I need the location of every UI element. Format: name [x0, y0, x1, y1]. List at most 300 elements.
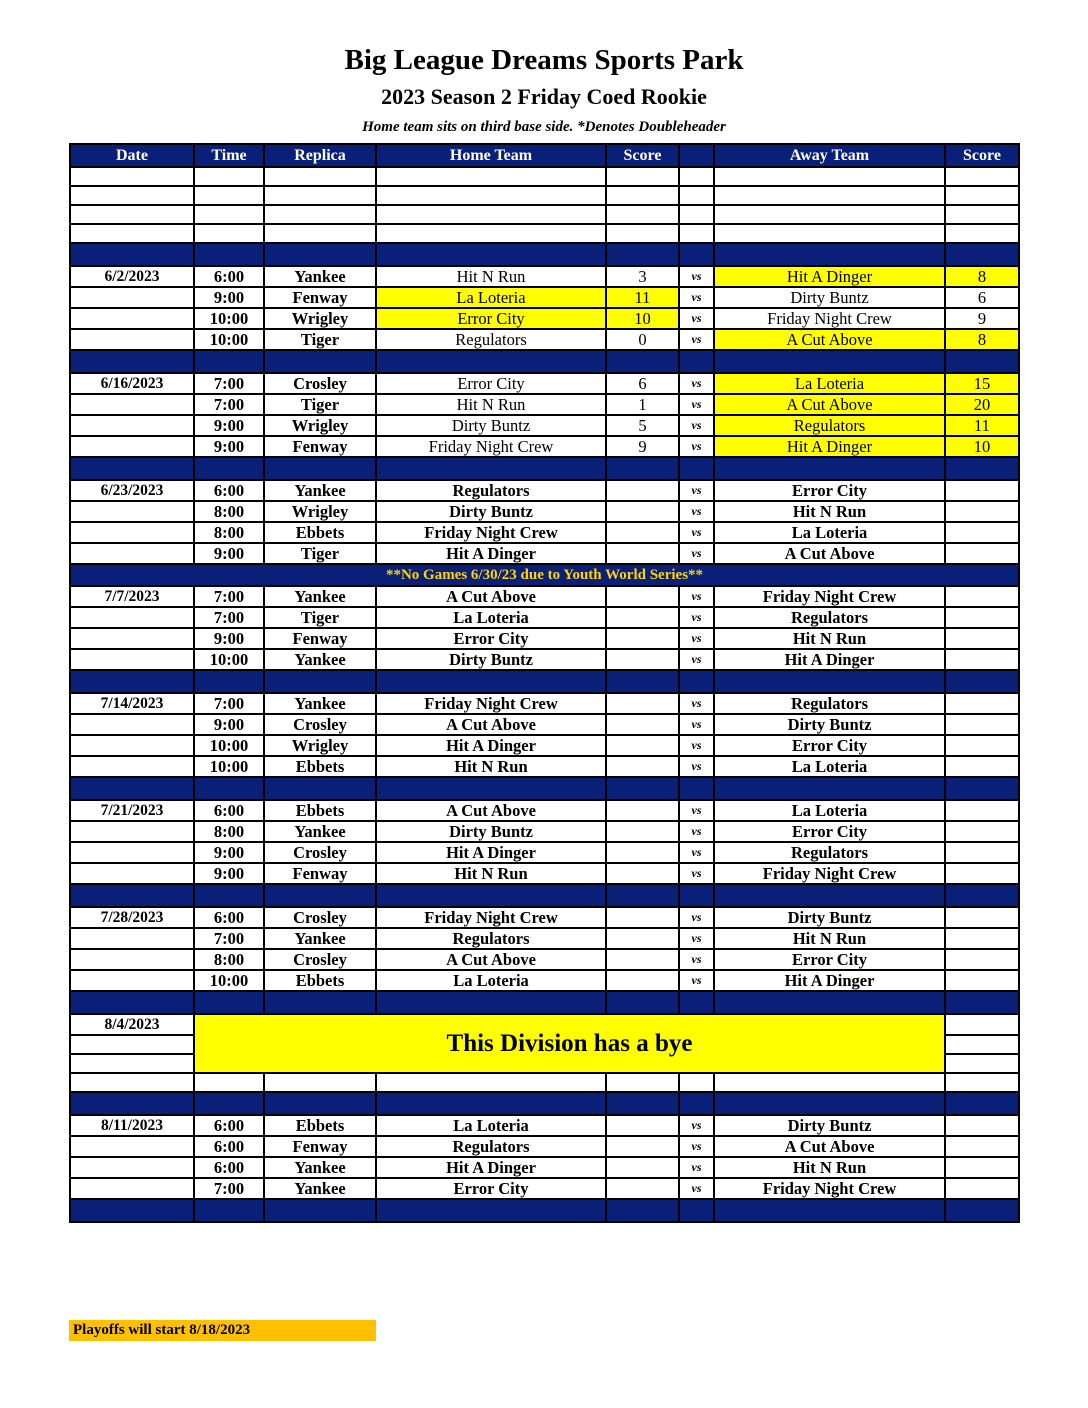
empty-cell	[945, 1014, 1019, 1035]
away-team: La Loteria	[714, 756, 945, 777]
game-field: Crosley	[264, 907, 376, 928]
home-score: 11	[606, 287, 679, 308]
game-time: 6:00	[194, 907, 264, 928]
vs-label: vs	[679, 436, 714, 457]
home-score	[606, 1115, 679, 1136]
game-row	[70, 714, 1019, 735]
schedule-note: Home team sits on third base side. *Denotes Doubleheader	[362, 119, 726, 135]
game-field: Yankee	[264, 586, 376, 607]
bye-date	[70, 1035, 194, 1054]
game-date	[70, 949, 194, 970]
schedule-table	[69, 143, 1020, 1223]
separator-cell	[264, 884, 376, 907]
game-date	[70, 756, 194, 777]
game-date	[70, 628, 194, 649]
game-time: 7:00	[194, 928, 264, 949]
game-field: Yankee	[264, 649, 376, 670]
separator-cell	[945, 243, 1019, 266]
home-score	[606, 800, 679, 821]
empty-cell	[714, 167, 945, 186]
separator-cell	[714, 670, 945, 693]
home-team: Error City	[376, 1178, 606, 1199]
home-score: 6	[606, 373, 679, 394]
header-vs	[679, 144, 714, 167]
home-team: Hit A Dinger	[376, 735, 606, 756]
empty-cell	[376, 167, 606, 186]
home-score	[606, 1178, 679, 1199]
separator-cell	[70, 884, 194, 907]
empty-cell	[945, 224, 1019, 243]
separator-cell	[945, 350, 1019, 373]
vs-label: vs	[679, 928, 714, 949]
game-field: Wrigley	[264, 308, 376, 329]
home-team: Dirty Buntz	[376, 501, 606, 522]
separator-cell	[70, 1199, 194, 1222]
game-row	[70, 863, 1019, 884]
away-score	[945, 821, 1019, 842]
game-field: Tiger	[264, 394, 376, 415]
separator-cell	[376, 670, 606, 693]
home-team: Regulators	[376, 928, 606, 949]
away-team: Hit A Dinger	[714, 649, 945, 670]
empty-cell	[194, 186, 264, 205]
game-date: 8/11/2023	[70, 1115, 194, 1136]
game-time: 6:00	[194, 1115, 264, 1136]
away-team: A Cut Above	[714, 329, 945, 350]
game-date	[70, 522, 194, 543]
home-score	[606, 1157, 679, 1178]
separator-cell	[376, 777, 606, 800]
separator-cell	[945, 884, 1019, 907]
separator-row	[70, 457, 1019, 480]
game-time: 6:00	[194, 1157, 264, 1178]
separator-cell	[714, 1199, 945, 1222]
separator-cell	[376, 1092, 606, 1115]
game-date	[70, 543, 194, 564]
game-date: 7/14/2023	[70, 693, 194, 714]
vs-label: vs	[679, 373, 714, 394]
empty-cell	[606, 186, 679, 205]
away-team: Hit A Dinger	[714, 266, 945, 287]
vs-label: vs	[679, 714, 714, 735]
home-score	[606, 1136, 679, 1157]
home-score	[606, 970, 679, 991]
vs-label: vs	[679, 394, 714, 415]
separator-cell	[194, 991, 264, 1014]
separator-cell	[714, 457, 945, 480]
game-field: Tiger	[264, 329, 376, 350]
away-team: Hit N Run	[714, 928, 945, 949]
vs-label: vs	[679, 970, 714, 991]
game-field: Yankee	[264, 821, 376, 842]
empty-cell	[945, 205, 1019, 224]
home-team: Error City	[376, 628, 606, 649]
game-row	[70, 543, 1019, 564]
away-team: La Loteria	[714, 522, 945, 543]
bye-date: 8/4/2023	[70, 1014, 194, 1035]
home-score: 9	[606, 436, 679, 457]
away-score	[945, 735, 1019, 756]
home-team: Dirty Buntz	[376, 415, 606, 436]
game-time: 10:00	[194, 756, 264, 777]
empty-cell	[264, 186, 376, 205]
separator-cell	[194, 884, 264, 907]
game-row	[70, 415, 1019, 436]
empty-cell	[679, 205, 714, 224]
game-time: 6:00	[194, 800, 264, 821]
separator-cell	[194, 1092, 264, 1115]
game-time: 9:00	[194, 436, 264, 457]
notice-row	[70, 564, 1019, 586]
away-score	[945, 543, 1019, 564]
home-team: La Loteria	[376, 1115, 606, 1136]
separator-cell	[376, 991, 606, 1014]
empty-row	[70, 167, 1019, 186]
empty-cell	[264, 224, 376, 243]
separator-row	[70, 991, 1019, 1014]
separator-cell	[945, 777, 1019, 800]
separator-row	[70, 350, 1019, 373]
separator-cell	[264, 243, 376, 266]
game-field: Crosley	[264, 714, 376, 735]
away-score	[945, 842, 1019, 863]
empty-cell	[679, 1073, 714, 1092]
away-score	[945, 693, 1019, 714]
empty-cell	[70, 167, 194, 186]
separator-cell	[714, 884, 945, 907]
game-row	[70, 1136, 1019, 1157]
away-score	[945, 800, 1019, 821]
separator-cell	[264, 670, 376, 693]
game-date	[70, 308, 194, 329]
home-team: La Loteria	[376, 607, 606, 628]
game-date: 7/7/2023	[70, 586, 194, 607]
game-date	[70, 735, 194, 756]
empty-cell	[70, 224, 194, 243]
game-row	[70, 329, 1019, 350]
away-score: 9	[945, 308, 1019, 329]
away-score	[945, 756, 1019, 777]
away-score	[945, 1178, 1019, 1199]
game-row	[70, 756, 1019, 777]
game-time: 9:00	[194, 863, 264, 884]
game-row	[70, 1157, 1019, 1178]
away-score: 15	[945, 373, 1019, 394]
home-score: 0	[606, 329, 679, 350]
game-field: Ebbets	[264, 1115, 376, 1136]
vs-label: vs	[679, 1157, 714, 1178]
game-time: 10:00	[194, 649, 264, 670]
page-subtitle: 2023 Season 2 Friday Coed Rookie	[381, 84, 707, 109]
empty-cell	[714, 186, 945, 205]
vs-label: vs	[679, 863, 714, 884]
empty-cell	[264, 205, 376, 224]
home-score: 3	[606, 266, 679, 287]
empty-cell	[376, 1073, 606, 1092]
game-field: Wrigley	[264, 735, 376, 756]
separator-cell	[264, 777, 376, 800]
vs-label: vs	[679, 287, 714, 308]
vs-label: vs	[679, 607, 714, 628]
game-time: 8:00	[194, 501, 264, 522]
game-row	[70, 308, 1019, 329]
home-team: A Cut Above	[376, 714, 606, 735]
game-row	[70, 693, 1019, 714]
header-row	[70, 144, 1019, 167]
away-score	[945, 1115, 1019, 1136]
bye-message: This Division has a bye	[194, 1014, 945, 1073]
home-team: Error City	[376, 308, 606, 329]
separator-cell	[606, 243, 679, 266]
empty-cell	[376, 186, 606, 205]
away-score	[945, 714, 1019, 735]
game-date: 6/16/2023	[70, 373, 194, 394]
separator-cell	[679, 243, 714, 266]
away-team: Friday Night Crew	[714, 586, 945, 607]
home-score: 1	[606, 394, 679, 415]
separator-cell	[194, 1199, 264, 1222]
empty-cell	[194, 224, 264, 243]
game-date	[70, 863, 194, 884]
home-team: Hit N Run	[376, 394, 606, 415]
empty-cell	[945, 167, 1019, 186]
vs-label: vs	[679, 735, 714, 756]
home-score	[606, 907, 679, 928]
game-time: 8:00	[194, 949, 264, 970]
game-row	[70, 373, 1019, 394]
game-time: 6:00	[194, 480, 264, 501]
away-score	[945, 928, 1019, 949]
game-time: 10:00	[194, 329, 264, 350]
empty-row	[70, 1073, 1019, 1092]
separator-cell	[606, 884, 679, 907]
home-score	[606, 756, 679, 777]
home-team: Dirty Buntz	[376, 821, 606, 842]
game-row	[70, 842, 1019, 863]
separator-cell	[606, 777, 679, 800]
game-time: 7:00	[194, 394, 264, 415]
home-team: Friday Night Crew	[376, 436, 606, 457]
vs-label: vs	[679, 543, 714, 564]
away-score: 11	[945, 415, 1019, 436]
game-row	[70, 649, 1019, 670]
vs-label: vs	[679, 501, 714, 522]
separator-cell	[679, 777, 714, 800]
separator-cell	[194, 243, 264, 266]
separator-cell	[679, 1199, 714, 1222]
game-time: 10:00	[194, 735, 264, 756]
empty-cell	[679, 167, 714, 186]
separator-row	[70, 670, 1019, 693]
game-time: 9:00	[194, 543, 264, 564]
away-score	[945, 863, 1019, 884]
game-row	[70, 501, 1019, 522]
vs-label: vs	[679, 949, 714, 970]
game-row	[70, 394, 1019, 415]
game-field: Fenway	[264, 287, 376, 308]
empty-cell	[945, 1035, 1019, 1054]
home-team: Hit N Run	[376, 756, 606, 777]
home-team: Hit A Dinger	[376, 842, 606, 863]
game-date	[70, 1178, 194, 1199]
game-row	[70, 586, 1019, 607]
vs-label: vs	[679, 756, 714, 777]
separator-cell	[194, 670, 264, 693]
home-score	[606, 628, 679, 649]
home-team: Hit N Run	[376, 863, 606, 884]
away-team: Hit N Run	[714, 501, 945, 522]
separator-cell	[376, 350, 606, 373]
home-score	[606, 586, 679, 607]
game-time: 10:00	[194, 308, 264, 329]
header-home-score: Score	[606, 144, 679, 167]
separator-cell	[70, 457, 194, 480]
empty-cell	[264, 1073, 376, 1092]
home-team: Regulators	[376, 329, 606, 350]
game-date	[70, 501, 194, 522]
separator-cell	[714, 777, 945, 800]
empty-cell	[606, 224, 679, 243]
empty-cell	[679, 224, 714, 243]
game-field: Crosley	[264, 373, 376, 394]
separator-row	[70, 777, 1019, 800]
game-row	[70, 480, 1019, 501]
game-time: 7:00	[194, 693, 264, 714]
game-time: 8:00	[194, 522, 264, 543]
game-row	[70, 949, 1019, 970]
away-team: Regulators	[714, 842, 945, 863]
game-time: 10:00	[194, 970, 264, 991]
away-team: Error City	[714, 735, 945, 756]
separator-cell	[606, 670, 679, 693]
separator-cell	[264, 1199, 376, 1222]
game-field: Fenway	[264, 628, 376, 649]
vs-label: vs	[679, 800, 714, 821]
vs-label: vs	[679, 586, 714, 607]
vs-label: vs	[679, 1136, 714, 1157]
empty-cell	[194, 205, 264, 224]
game-time: 6:00	[194, 1136, 264, 1157]
separator-cell	[70, 777, 194, 800]
game-time: 7:00	[194, 607, 264, 628]
away-team: Hit N Run	[714, 628, 945, 649]
away-score: 10	[945, 436, 1019, 457]
vs-label: vs	[679, 266, 714, 287]
away-team: Hit N Run	[714, 1157, 945, 1178]
game-time: 8:00	[194, 821, 264, 842]
away-score	[945, 1136, 1019, 1157]
home-team: Regulators	[376, 1136, 606, 1157]
empty-cell	[714, 224, 945, 243]
separator-row	[70, 1092, 1019, 1115]
vs-label: vs	[679, 842, 714, 863]
home-team: Hit A Dinger	[376, 543, 606, 564]
home-team: La Loteria	[376, 287, 606, 308]
separator-cell	[679, 1092, 714, 1115]
game-field: Ebbets	[264, 756, 376, 777]
home-score	[606, 735, 679, 756]
game-date	[70, 436, 194, 457]
game-field: Fenway	[264, 436, 376, 457]
away-team: A Cut Above	[714, 394, 945, 415]
game-field: Wrigley	[264, 415, 376, 436]
away-team: Hit A Dinger	[714, 436, 945, 457]
away-score	[945, 480, 1019, 501]
game-row	[70, 436, 1019, 457]
home-score	[606, 949, 679, 970]
home-team: A Cut Above	[376, 800, 606, 821]
game-date	[70, 928, 194, 949]
empty-row	[70, 186, 1019, 205]
separator-cell	[714, 350, 945, 373]
game-row	[70, 287, 1019, 308]
vs-label: vs	[679, 308, 714, 329]
home-score	[606, 501, 679, 522]
separator-cell	[194, 457, 264, 480]
away-score	[945, 501, 1019, 522]
empty-cell	[70, 1073, 194, 1092]
vs-label: vs	[679, 480, 714, 501]
game-time: 7:00	[194, 1178, 264, 1199]
away-team: Error City	[714, 480, 945, 501]
game-row	[70, 928, 1019, 949]
away-score: 8	[945, 266, 1019, 287]
away-score	[945, 607, 1019, 628]
vs-label: vs	[679, 415, 714, 436]
header-replica: Replica	[264, 144, 376, 167]
game-time: 9:00	[194, 287, 264, 308]
game-date	[70, 287, 194, 308]
empty-cell	[714, 205, 945, 224]
game-time: 7:00	[194, 373, 264, 394]
separator-cell	[945, 670, 1019, 693]
home-team: Error City	[376, 373, 606, 394]
away-score	[945, 907, 1019, 928]
empty-cell	[679, 186, 714, 205]
home-score	[606, 714, 679, 735]
away-team: Regulators	[714, 607, 945, 628]
game-row	[70, 735, 1019, 756]
empty-cell	[714, 1073, 945, 1092]
game-date	[70, 415, 194, 436]
game-date: 7/21/2023	[70, 800, 194, 821]
away-team: Dirty Buntz	[714, 287, 945, 308]
away-score: 6	[945, 287, 1019, 308]
notice-text: **No Games 6/30/23 due to Youth World Series**	[70, 564, 1019, 586]
game-row	[70, 800, 1019, 821]
empty-row	[70, 224, 1019, 243]
separator-cell	[679, 350, 714, 373]
game-date: 7/28/2023	[70, 907, 194, 928]
bye-date	[70, 1054, 194, 1073]
away-team: Dirty Buntz	[714, 907, 945, 928]
separator-cell	[606, 1199, 679, 1222]
separator-cell	[70, 350, 194, 373]
game-row	[70, 821, 1019, 842]
header-away-score: Score	[945, 144, 1019, 167]
away-team: Error City	[714, 821, 945, 842]
header-home-team: Home Team	[376, 144, 606, 167]
game-row	[70, 607, 1019, 628]
home-team: A Cut Above	[376, 949, 606, 970]
separator-cell	[606, 457, 679, 480]
game-date	[70, 1136, 194, 1157]
home-team: A Cut Above	[376, 586, 606, 607]
home-score	[606, 480, 679, 501]
game-date: 6/23/2023	[70, 480, 194, 501]
separator-cell	[714, 1092, 945, 1115]
separator-cell	[376, 457, 606, 480]
